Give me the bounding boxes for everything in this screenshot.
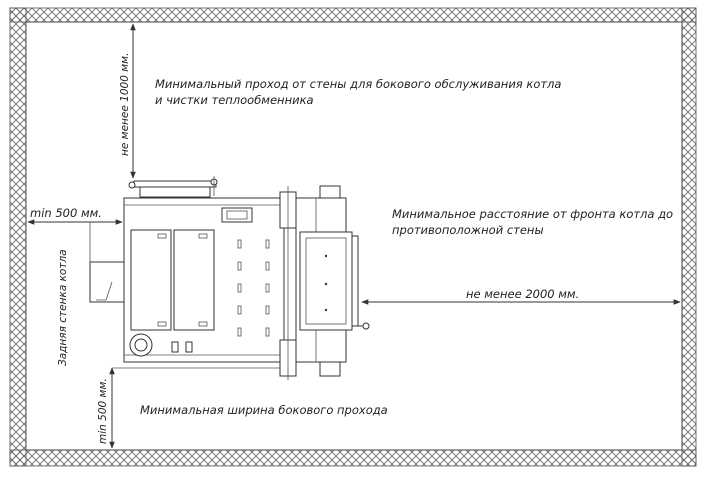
label-rear-clearance: min 500 мм. xyxy=(30,206,102,220)
label-front-clearance-value: не менее 2000 мм. xyxy=(466,287,580,301)
label-front-clearance-title: Минимальное расстояние от фронта котла до xyxy=(392,207,674,221)
label-rear-wall: Задняя стенка котла xyxy=(57,249,69,366)
boiler-drawing xyxy=(90,176,369,380)
label-front-clearance-title-2: противоположной стены xyxy=(392,223,544,237)
label-top-clearance: не менее 1000 мм. xyxy=(119,52,131,156)
label-side-bottom-title: Минимальная ширина бокового прохода xyxy=(140,403,388,417)
label-side-bottom-value: min 500 мм. xyxy=(97,378,109,444)
label-side-service-top: Минимальный проход от стены для бокового обслуживания котла xyxy=(155,77,562,91)
label-side-service-top-2: и чистки теплообменника xyxy=(155,93,314,107)
